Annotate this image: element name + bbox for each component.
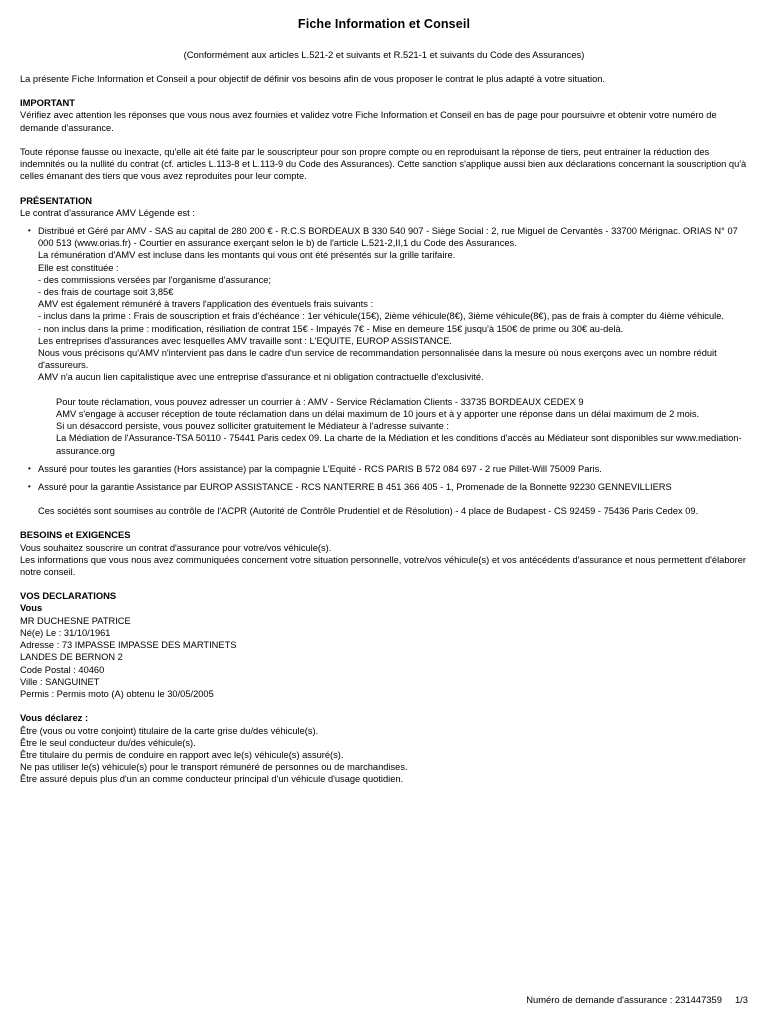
declare-statement: Être titulaire du permis de conduire en rapport avec le(s) véhicule(s) assuré(s). — [20, 749, 344, 760]
bullet-1-detail-line: - non inclus dans la prime : modification, résiliation de contrat 15€ - Impayés 7€ - Mise en demeure 15€ jusqu'à 150€ de prime ou 30€ au-delà. — [38, 323, 624, 334]
declare-statement: Être (vous ou votre conjoint) titulaire de la carte grise du/des véhicule(s). — [20, 725, 319, 736]
section-heading-presentation: PRÉSENTATION — [20, 194, 93, 206]
declare-heading: Vous déclarez : — [20, 712, 89, 724]
intro-paragraph: La présente Fiche Information et Conseil a pour objectif de définir vos besoins afin de vous proposer le contrat le plus adapté à votre situation. — [20, 74, 606, 84]
declarant-city: Ville : SANGUINET — [20, 676, 100, 687]
spacer — [20, 700, 748, 712]
page-number: 1/3 — [734, 993, 748, 1005]
page-footer — [0, 994, 748, 1006]
declare-statement: Ne pas utiliser le(s) véhicule(s) pour le transport rémunéré de personnes ou de marchandises. — [20, 762, 408, 773]
acpr-paragraph: Ces sociétés sont soumises au contrôle de l'ACPR (Autorité de Contrôle Prudentiel et de Résolution) - 4 place de Budapest - CS 92459 - 75436 Paris Cedex 09. — [38, 506, 699, 517]
important-paragraph-1: Vérifiez avec attention les réponses que vous nous avez fournies et validez votre Fiche Information et Conseil en bas de page pour poursuivre et obtenir votre numéro de demande d'assurance. — [20, 110, 717, 133]
list-item — [20, 225, 748, 457]
declarant-name: MR DUCHESNE PATRICE — [20, 615, 131, 626]
reclamation-line: La Médiation de l'Assurance-TSA 50110 - 75441 Paris cedex 09. La charte de la Médiation et les conditions d'accès au Médiateur sont disponibles sur www.mediation-assurance.org — [56, 433, 742, 456]
reclamation-line: Pour toute réclamation, vous pouvez adresser un courrier à : AMV - Service Réclamation Clients - 33735 BORDEAUX CEDEX 9 — [56, 396, 584, 407]
declarant-address: Adresse : 73 IMPASSE IMPASSE DES MARTINETS — [20, 640, 237, 651]
bullet-1-detail-line: AMV est également rémunéré à travers l'application des éventuels frais suivants : — [38, 299, 374, 310]
list-item — [20, 481, 748, 493]
document-content — [20, 16, 748, 786]
besoins-line-1: Vous souhaitez souscrire un contrat d'assurance pour votre/vos véhicule(s). — [20, 542, 332, 553]
document-subtitle: (Conformément aux articles L.521-2 et suivants et R.521-1 et suivants du Code des Assurances) — [183, 49, 585, 60]
bullet-2-text: Assuré pour toutes les garanties (Hors assistance) par la compagnie L'Equité - RCS PARIS B 572 084 697 - 2 rue Pillet-Will 75009 Paris. — [38, 463, 602, 474]
bullet-1-main-text: Distribué et Géré par AMV - SAS au capital de 280 200 € - R.C.S BORDEAUX B 330 540 907 - Siège Social : 2, rue Miguel de Cervantès - 33700 Mérignac. ORIAS N° 07 000 513 (www.orias.fr) - Courtier en assurance exerçant selon le b) de l'article L.521-2,II,1 du Code des Assurances. — [38, 226, 738, 249]
presentation-bullet-list — [20, 225, 748, 493]
bullet-1-detail-line: AMV n'a aucun lien capitalistique avec une entreprise d'assurance et ni obligation contractuelle d'exclusivité. — [38, 372, 484, 383]
besoins-line-2: Les informations que vous nous avez communiquées concernent votre situation personnelle, votre/vos véhicule(s) et vos antécédents d'assurance et nous permettent d'élaborer notre conseil. — [20, 554, 747, 578]
reclamation-line: AMV s'engage à accuser réception de toute réclamation dans un délai maximum de 10 jours et à y apporter une réponse dans un délai maximum de 2 mois. — [56, 409, 700, 420]
declarant-address-line2: LANDES DE BERNON 2 — [20, 652, 123, 663]
declarations-subheading: Vous — [20, 602, 43, 614]
insurance-request-number: Numéro de demande d'assurance : 231447359 — [526, 993, 722, 1005]
bullet-1-detail-line: Nous vous précisons qu'AMV n'intervient pas dans le cadre d'un service de recommandation personnalisée dans la mesure où nous exerçons avec un nombre réduit d'assureurs. — [38, 348, 717, 371]
bullet-3-text: Assuré pour la garantie Assistance par EUROP ASSISTANCE - RCS NANTERRE B 451 366 405 - 1, Promenade de la Bonnette 92230 GENNEVILLIERS — [38, 482, 672, 493]
declare-statement: Être le seul conducteur du/des véhicule(s). — [20, 737, 196, 748]
spacer — [38, 384, 748, 396]
declarant-birthdate: Né(e) Le : 31/10/1961 — [20, 627, 111, 638]
declarant-postal-code: Code Postal : 40460 — [20, 664, 105, 675]
presentation-intro: Le contrat d'assurance AMV Légende est : — [20, 207, 195, 218]
bullet-1-detail-line: - des frais de courtage soit 3,85€ — [38, 287, 174, 298]
declarant-permit: Permis : Permis moto (A) obtenu le 30/05/2005 — [20, 688, 214, 699]
bullet-1-detail-line: Elle est constituée : — [38, 262, 119, 273]
reclamation-line: Si un désaccord persiste, vous pouvez solliciter gratuitement le Médiateur à l'adresse suivante : — [56, 421, 449, 432]
list-item — [20, 463, 748, 475]
bullet-1-detail-line: - des commissions versées par l'organisme d'assurance; — [38, 274, 271, 285]
section-heading-declarations: VOS DECLARATIONS — [20, 590, 117, 602]
bullet-1-detail-line: Les entreprises d'assurances avec lesquelles AMV travaille sont : L'EQUITE, EUROP ASSISTANCE. — [38, 335, 452, 346]
bullet-1-detail-line: La rémunération d'AMV est incluse dans les montants qui vous ont été présentés sur la grille tarifaire. — [38, 250, 456, 261]
section-heading-besoins: BESOINS et EXIGENCES — [20, 529, 131, 541]
spacer — [20, 134, 748, 146]
important-paragraph-2: Toute réponse fausse ou inexacte, qu'elle ait été faite par le souscripteur pour son propre compte ou en reproduisant la réponse de tiers, peut entrainer la réduction des indemnités ou la nullité du contrat (cf. articles L.113-8 et L.113-9 du Code des Assurances). Cette sanction s'applique aussi bien aux déclarations concernant la souscription qu'à celles émanant des tiers que vous avez reproduites pour leur compte. — [20, 147, 747, 182]
section-heading-important: IMPORTANT — [20, 97, 76, 109]
declare-statement: Être assuré depuis plus d'un an comme conducteur principal d'un véhicule d'usage quotidien. — [20, 774, 404, 785]
bullet-1-detail-line: - inclus dans la prime : Frais de souscription et frais d'échéance : 1er véhicule(15€), 2ième véhicule(8€), 3ième véhicule(8€), pas de frais à compter du 4ième véhicule. — [38, 311, 724, 322]
page-title: Fiche Information et Conseil — [297, 17, 471, 31]
